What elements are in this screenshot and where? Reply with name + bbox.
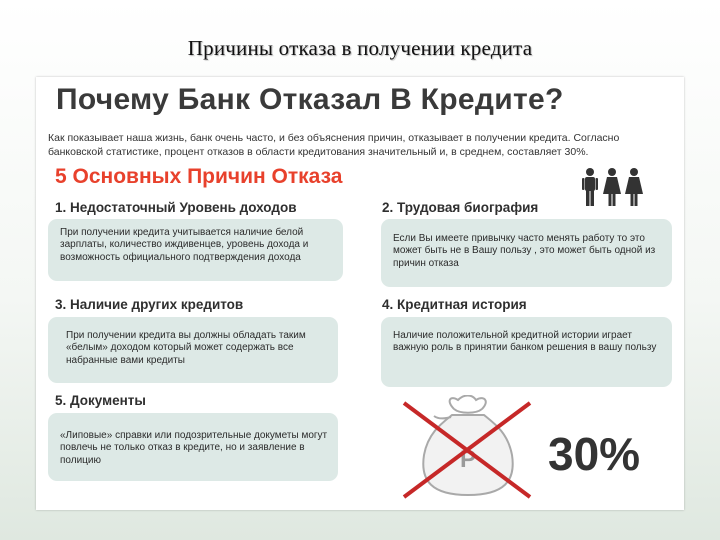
reason-4-heading: 4. Кредитная история — [382, 297, 527, 312]
money-bag-icon — [384, 395, 554, 501]
bag-letter: Р — [459, 446, 477, 473]
reason-3-text: При получении кредита вы должны обладать таким «белым» доходом который может содержать все набранные вами кредиты — [66, 330, 306, 366]
reason-3-box — [48, 317, 338, 383]
reason-5-box — [48, 413, 338, 481]
reason-5-text: «Липовые» справки или подозрительные докуметы могут повлечь не только отказ в кредите, но и заявление в полицию — [60, 430, 328, 466]
reason-1-text: При получении кредита учитывается наличие белой зарплаты, количество иждивенцев, уровень дохода и возможность официального подтверждения дохода — [60, 227, 309, 263]
people-icon — [580, 167, 644, 207]
reason-3-heading: 3. Наличие других кредитов — [55, 297, 244, 312]
reason-2-heading: 2. Трудовая биография — [382, 200, 539, 215]
poster-headline: Почему Банк Отказал В Кредите? — [56, 83, 564, 116]
infographic-poster — [36, 77, 684, 510]
percent-value: 30% — [548, 428, 641, 480]
reason-1-box — [48, 219, 343, 281]
reason-4-text: Наличие положительной кредитной истории играет важную роль в принятии банком решения в вашу пользу — [393, 330, 657, 354]
reason-2-text: Если Вы имеете привычку часто менять работу то это может быть не в Вашу пользу , это может быть одной из причин отказа — [393, 233, 656, 269]
reason-2-box — [381, 219, 672, 287]
reasons-title: 5 Основных Причин Отказа — [55, 165, 343, 188]
reason-4-box — [381, 317, 672, 387]
intro-text: Как показывает наша жизнь, банк очень часто, и без объяснения причин, отказывает в получении кредита. Согласно банковской статистике, процент отказов в области кредитования значительный и, в среднем, составляет 30%. — [48, 132, 620, 158]
reason-1-heading: 1. Недостаточный Уровень доходов — [55, 200, 297, 215]
slide-title: Причины отказа в получении кредита — [187, 36, 533, 60]
reason-5-heading: 5. Документы — [55, 393, 146, 408]
